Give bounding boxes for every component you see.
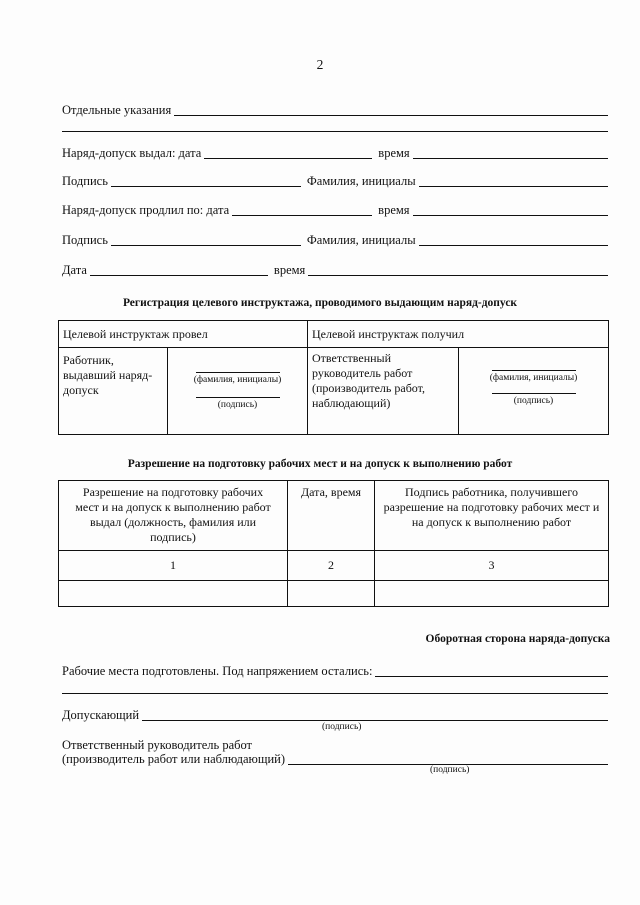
special-instructions-label: Отдельные указания xyxy=(62,103,172,117)
extended-signature-line[interactable] xyxy=(111,245,301,246)
extended-surname-line[interactable] xyxy=(419,245,608,246)
caption-signature-2: (подпись) xyxy=(513,396,554,406)
caption-name: (фамилия, инициалы) xyxy=(193,375,282,385)
special-instructions-row xyxy=(62,103,608,118)
special-instructions-line[interactable] xyxy=(174,115,608,116)
special-instructions-line-2[interactable] xyxy=(62,131,608,132)
extended-time-label: время xyxy=(378,203,410,217)
workplaces-line-2[interactable] xyxy=(62,693,608,694)
signature-label: Подпись xyxy=(62,174,108,188)
responsible-manager-signature-cell[interactable] xyxy=(459,348,609,435)
worker-issuing-signature-cell[interactable] xyxy=(168,348,308,435)
date-line[interactable] xyxy=(90,275,268,276)
extended-signature-row xyxy=(62,233,608,248)
permission-col-number-2: 2 xyxy=(288,551,375,581)
surname-label-2: Фамилия, инициалы xyxy=(306,233,416,247)
permission-header-signature: Подпись работника, получившего разрешение на подготовку рабочих мест и на допуск к выполнению работ xyxy=(375,481,609,551)
briefing-col-received: Целевой инструктаж получил xyxy=(308,321,609,348)
permission-header-issued: Разрешение на подготовку рабочих мест и на допуск к выполнению работ выдал (должность, фамилия или подпись) xyxy=(59,481,288,551)
permission-table xyxy=(58,480,609,607)
permission-entry-cell-1[interactable] xyxy=(59,581,288,607)
admitting-row xyxy=(62,708,608,723)
responsible-line2: (производитель работ или наблюдающий) xyxy=(62,752,286,766)
manager-signature-line[interactable] xyxy=(492,393,576,394)
briefing-col-conducted: Целевой инструктаж провел xyxy=(59,321,308,348)
issued-signature-line[interactable] xyxy=(111,186,301,187)
issued-row xyxy=(62,146,608,161)
permission-col-number-3: 3 xyxy=(375,551,609,581)
permission-col-number-1: 1 xyxy=(59,551,288,581)
caption-signature: (подпись) xyxy=(217,400,258,410)
time-label: время xyxy=(273,263,306,277)
admitting-caption-signature: (подпись) xyxy=(322,722,362,732)
workplaces-line[interactable] xyxy=(375,676,608,677)
worker-signature-line[interactable] xyxy=(196,397,280,398)
responsible-row xyxy=(62,752,608,767)
workplaces-row xyxy=(62,664,608,679)
permission-entry-cell-3[interactable] xyxy=(375,581,609,607)
issued-signature-row xyxy=(62,174,608,189)
responsible-manager-cell: Ответственный руководитель работ (производитель работ, наблюдающий) xyxy=(308,348,459,435)
responsible-line1: Ответственный руководитель работ xyxy=(62,738,253,752)
surname-label: Фамилия, инициалы xyxy=(306,174,416,188)
issued-date-label: Наряд-допуск выдал: дата xyxy=(62,146,202,160)
worker-issuing-cell: Работник, выдавший наряд-допуск xyxy=(59,348,168,435)
caption-name-2: (фамилия, инициалы) xyxy=(489,373,578,383)
admitting-label: Допускающий xyxy=(62,708,140,722)
worker-name-line[interactable] xyxy=(196,372,280,373)
back-side-title: Оборотная сторона наряда-допуска xyxy=(425,633,610,645)
permission-header-datetime: Дата, время xyxy=(288,481,375,551)
responsible-caption-signature: (подпись) xyxy=(430,765,470,775)
extended-date-label: Наряд-допуск продлил по: дата xyxy=(62,203,230,217)
date-label: Дата xyxy=(62,263,87,277)
permission-entry-cell-2[interactable] xyxy=(288,581,375,607)
permission-title: Разрешение на подготовку рабочих мест и на допуск к выполнению работ xyxy=(127,458,513,470)
time-line[interactable] xyxy=(308,275,608,276)
extended-time-line[interactable] xyxy=(413,215,608,216)
issued-date-line[interactable] xyxy=(204,158,372,159)
extended-date-line[interactable] xyxy=(232,215,372,216)
admitting-signature-line[interactable] xyxy=(142,720,608,721)
workplaces-label: Рабочие места подготовлены. Под напряжением остались: xyxy=(62,664,373,678)
page-number: 2 xyxy=(316,57,324,72)
issued-time-line[interactable] xyxy=(413,158,608,159)
issued-time-label: время xyxy=(378,146,410,160)
extended-row xyxy=(62,203,608,218)
manager-name-line[interactable] xyxy=(492,370,576,371)
signature-label-2: Подпись xyxy=(62,233,108,247)
date-time-row xyxy=(62,263,608,278)
briefing-table xyxy=(58,320,609,435)
briefing-title: Регистрация целевого инструктажа, проводимого выдающим наряд-допуск xyxy=(122,297,518,309)
issued-surname-line[interactable] xyxy=(419,186,608,187)
